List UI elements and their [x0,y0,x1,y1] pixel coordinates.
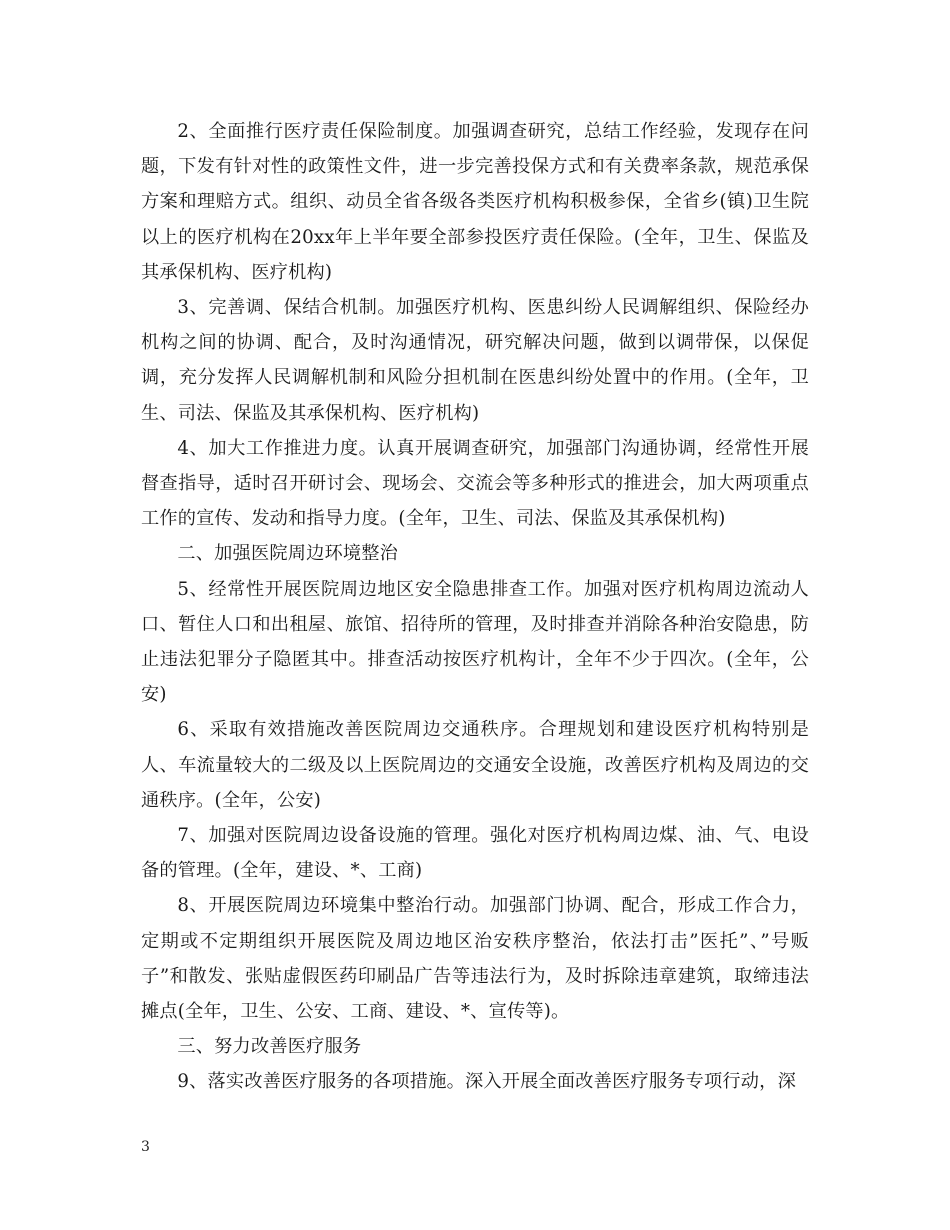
paragraph-item-5: 5、经常性开展医院周边地区安全隐患排查工作。加强对医疗机构周边流动人口、暂住人口和出租屋、旅馆、招待所的管理，及时排查并消除各种治安隐患，防止违法犯罪分子隐匿其中。排查活动按医疗机构计，全年不少于四次。(全年，公安) [141,578,809,706]
section-heading-2: 二、加强医院周边环境整治 [177,543,399,565]
paragraph-item-2: 2、全面推行医疗责任保险制度。加强调查研究，总结工作经验，发现存在问题，下发有针对性的政策性文件，进一步完善投保方式和有关费率条款，规范承保方案和理赔方式。组织、动员全省各级各类医疗机构积极参保，全省乡(镇)卫生院以上的医疗机构在20xx年上半年要全部参投医疗责任保险。(全年，卫生、保监及其承保机构、医疗机构) [141,121,809,283]
paragraph-item-9: 9、落实改善医疗服务的各项措施。深入开展全面改善医疗服务专项行动，深 [177,1071,796,1093]
paragraph-item-7: 7、加强对医院周边设备设施的管理。强化对医疗机构周边煤、油、气、电设备的管理。(全年，建设、*、工商) [141,825,809,882]
section-heading-3: 三、努力改善医疗服务 [177,1036,362,1058]
paragraph-item-4: 4、加大工作推进力度。认真开展调查研究，加强部门沟通协调，经常性开展督查指导，适时召开研讨会、现场会、交流会等多种形式的推进会，加大两项重点工作的宣传、发动和指导力度。(全年，卫生、司法、保监及其承保机构) [141,437,809,530]
document-body [141,114,809,1100]
paragraph-item-8: 8、开展医院周边环境集中整治行动。加强部门协调、配合，形成工作合力，定期或不定期组织开展医院及周边地区治安秩序整治，依法打击”医托”、”号贩子”和散发、张贴虚假医药印刷品广告等违法行为，及时拆除违章建筑，取缔违法摊点(全年，卫生、公安、工商、建设、*、宣传等)。 [141,895,809,1023]
page-number: 3 [141,1139,150,1155]
paragraph-item-3: 3、完善调、保结合机制。加强医疗机构、医患纠纷人民调解组织、保险经办机构之间的协调、配合，及时沟通情况，研究解决问题，做到以调带保，以保促调，充分发挥人民调解机制和风险分担机制在医患纠纷处置中的作用。(全年，卫生、司法、保监及其承保机构、医疗机构) [141,297,809,424]
paragraph-item-6: 6、采取有效措施改善医院周边交通秩序。合理规划和建设医疗机构特别是人、车流量较大的二级及以上医院周边的交通安全设施，改善医疗机构及周边的交通秩序。(全年，公安) [141,719,809,811]
